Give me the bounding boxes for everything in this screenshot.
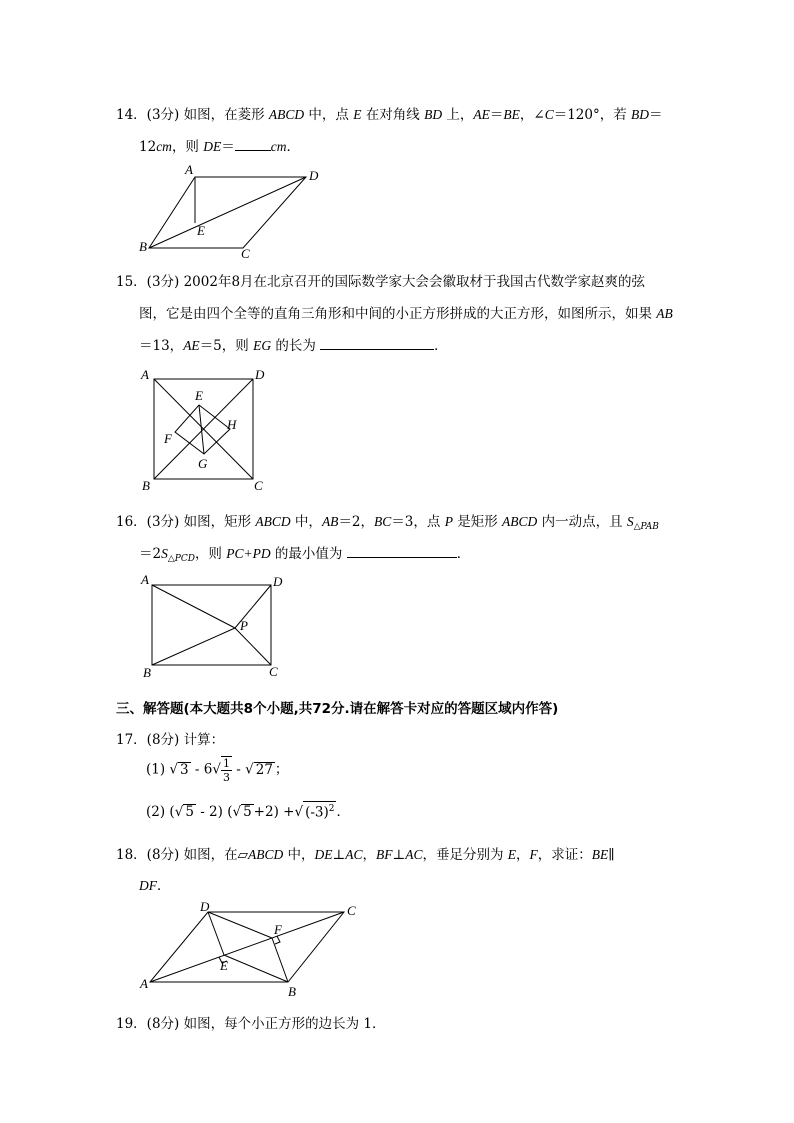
q16-line1: 16．(3分) 如图，矩形 ABCD 中，AB＝2，BC＝3，点 P 是矩形 ABCD 内一动点，且 $S_{\triangle PAB}$ (116, 514, 659, 532)
q16-segment-pc (235, 628, 271, 665)
q16-segment-ap (152, 585, 235, 628)
q17-part2: (2) (√ 5 - 2) (√ 5 +2) +√ $(-3)^2$ ． (146, 800, 350, 820)
q15-label-b: B (142, 478, 150, 493)
q14-label-c: C (241, 246, 250, 261)
q16-line2: $=2S_{\triangle PCD}$，则 PC+PD 的最小值为 ． (139, 546, 471, 564)
q16-label-d: D (273, 574, 283, 589)
q15-line3: ＝13，AE＝5，则 EG 的长为 ． (139, 338, 448, 354)
q14-label-e: E (197, 223, 205, 238)
q16-label-b: B (143, 665, 151, 680)
q19-line1: 19．(8分) 如图，每个小正方形的边长为 1． (116, 1016, 386, 1032)
q15-label-g: G (198, 456, 208, 471)
q15-label-e: E (195, 388, 203, 403)
q16-label-c: C (269, 664, 278, 679)
q14-label-b: B (139, 239, 147, 254)
q15-line2: 图，它是由四个全等的直角三角形和中间的小正方形拼成的大正方形，如图所示，如果 AB (139, 306, 673, 322)
q18-label-c: C (347, 903, 356, 918)
q14-line1: 14．(3分) 如图，在菱形 ABCD 中，点 E 在对角线 BD 上，AE＝BE，∠C＝120°，若 BD＝ (116, 107, 663, 123)
q14-answer-blank[interactable] (235, 137, 271, 151)
q14-figure (136, 160, 319, 261)
q18-label-d: D (200, 899, 210, 914)
q16-rectangle (152, 585, 271, 665)
q14-label-a: A (185, 162, 193, 177)
q18-label-a: A (140, 976, 148, 991)
q15-label-f: F (164, 431, 172, 446)
q15-label-d: D (255, 367, 265, 382)
q16-figure (138, 570, 288, 680)
q18-label-b: B (288, 984, 296, 999)
q18-line1: 18．(8分) 如图，在▱ABCD 中，DE⊥AC，BF⊥AC，垂足分别为 E，F，求证：BE∥ (116, 847, 615, 863)
q14-label-d: D (309, 168, 319, 183)
q18-line2: DF． (139, 878, 171, 894)
q18-figure (136, 898, 366, 1000)
q17-title: 17．(8分) 计算： (116, 732, 225, 748)
q15-label-h: H (227, 417, 237, 432)
q18-segment-df (208, 912, 272, 938)
q14-line2: 12cm，则 DE＝ cm． (139, 139, 300, 155)
q16-label-p: P (240, 618, 248, 633)
q16-segment-bp (152, 628, 235, 665)
q15-label-c: C (254, 478, 263, 493)
q18-segment-be (224, 955, 288, 982)
q18-right-angle-f (275, 936, 280, 944)
q15-label-a: A (141, 367, 149, 382)
q18-label-e: E (220, 958, 228, 973)
q17-part1: (1) √ 3 - 6√ $\frac{1}{3}$ - √ 27 ； (146, 757, 289, 784)
q18-label-f: F (274, 922, 282, 937)
q15-answer-blank[interactable] (320, 336, 434, 350)
q16-answer-blank[interactable] (347, 544, 457, 558)
q15-figure (138, 365, 268, 495)
q16-label-a: A (141, 572, 149, 587)
section3-heading: 三、解答题(本大题共8个小题,共72分.请在解答卡对应的答题区域内作答) (116, 701, 559, 717)
q15-line1: 15．(3分) 2002年8月在北京召开的国际数学家大会会徽取材于我国古代数学家赵爽的弦 (116, 274, 646, 290)
q18-segment-de (208, 912, 224, 955)
q18-segment-bf (272, 938, 288, 982)
